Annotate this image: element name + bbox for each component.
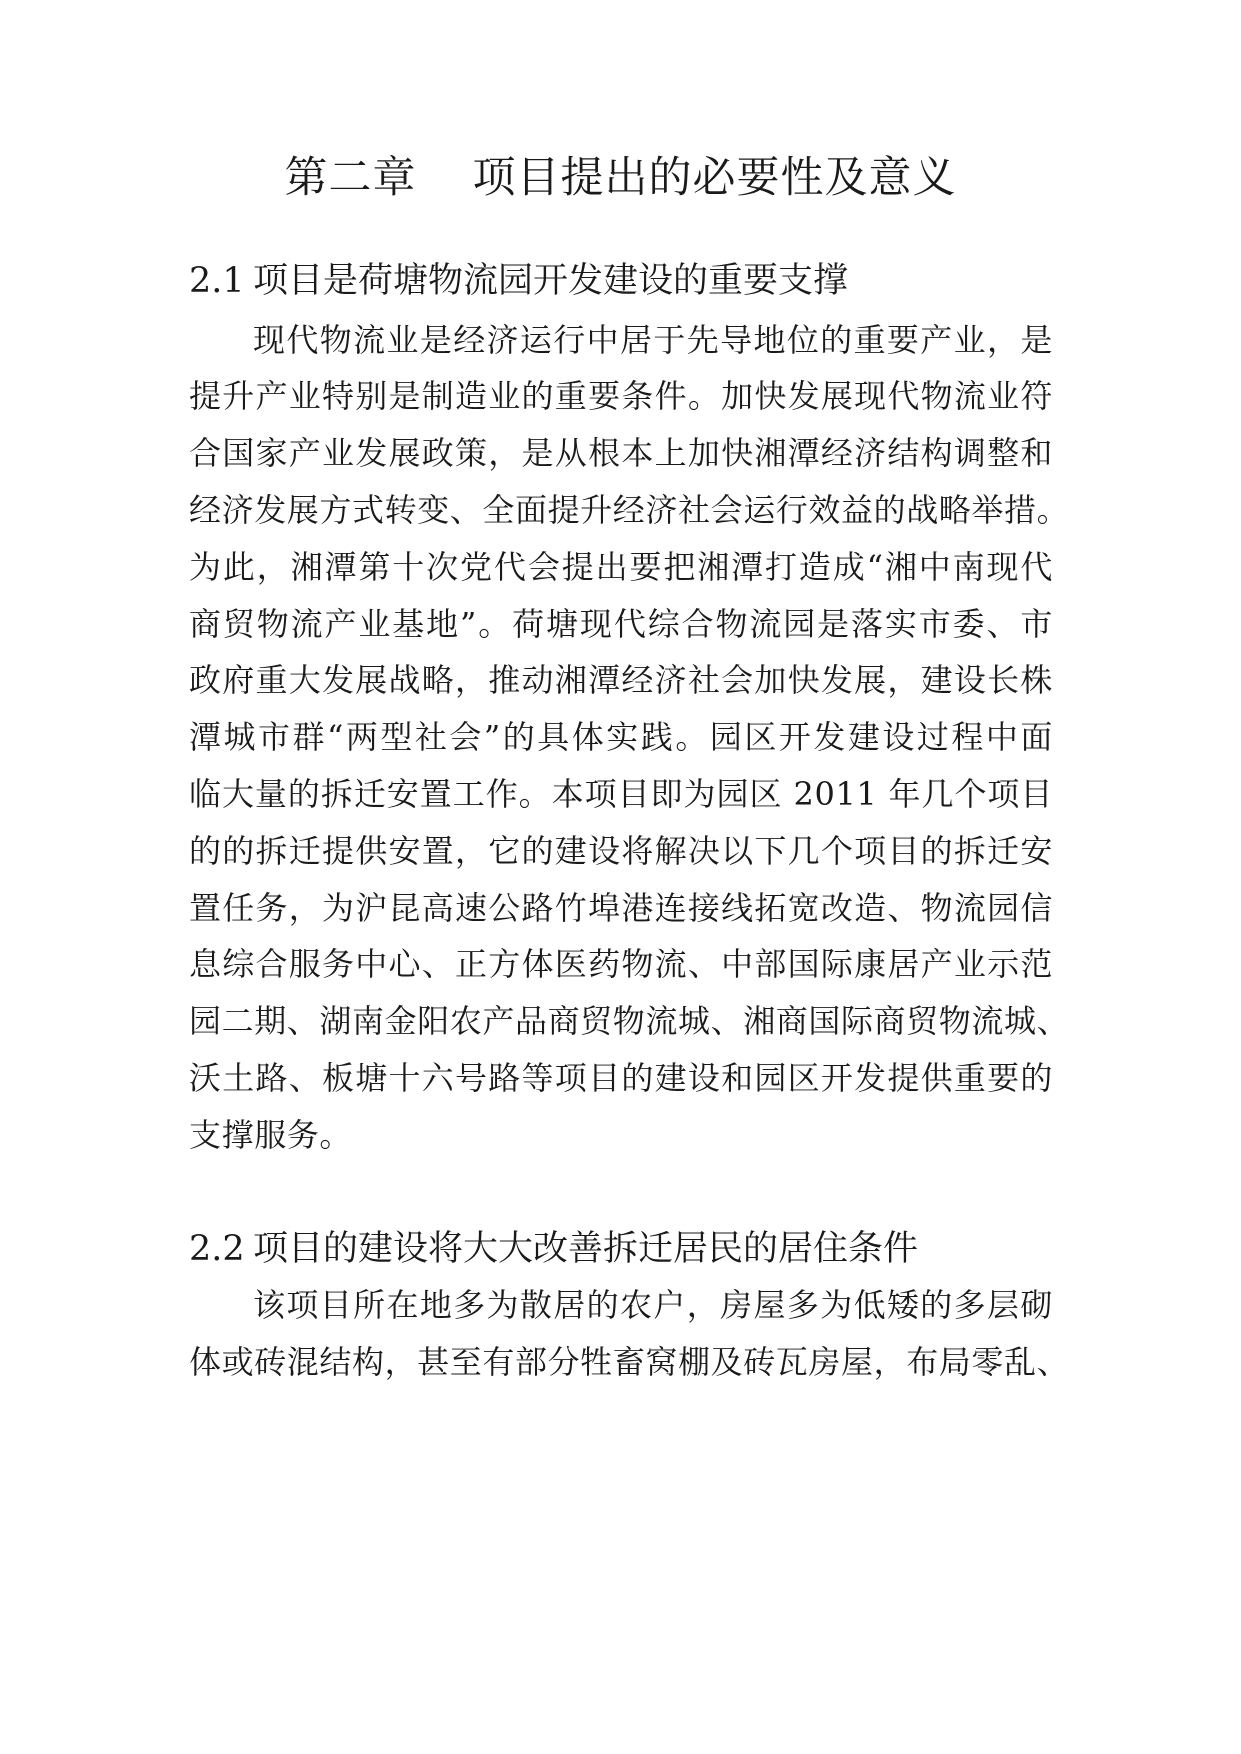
paragraph-line: 支撑服务。: [189, 1116, 353, 1154]
paragraph-line: 现代物流业是经济运行中居于先导地位的重要产业，是: [253, 321, 1053, 359]
paragraph-line: 临大量的拆迁安置工作。本项目即为园区 2011 年几个项目: [189, 775, 1053, 813]
paragraph-line: 政府重大发展战略，推动湘潭经济社会加快发展，建设长株: [189, 661, 1053, 699]
section-heading-text: 项目的建设将大大改善拆迁居民的居住条件: [253, 1229, 919, 1269]
section-heading-2-2: [189, 1224, 1089, 1274]
section-heading-2-1: [189, 256, 1089, 306]
paragraph-line: 体或砖混结构，甚至有部分牲畜窝棚及砖瓦房屋，布局零乱、: [189, 1343, 1070, 1381]
chapter-title-text: 项目提出的必要性及意义: [472, 153, 957, 203]
chapter-title: [0, 148, 1241, 208]
paragraph-line: 商贸物流产业基地”。荷塘现代综合物流园是落实市委、市: [189, 605, 1053, 643]
section-number: 2.1: [189, 261, 245, 301]
paragraph-line: 为此，湘潭第十次党代会提出要把湘潭打造成“湘中南现代: [189, 548, 1053, 586]
paragraph-line: 园二期、湖南金阳农产品商贸物流城、湘商国际商贸物流城、: [189, 1002, 1070, 1040]
chapter-number: 第二章: [284, 153, 417, 203]
paragraph-line: 提升产业特别是制造业的重要条件。加快发展现代物流业符: [189, 377, 1053, 415]
paragraph-line: 沃土路、板塘十六号路等项目的建设和园区开发提供重要的: [189, 1059, 1053, 1097]
paragraph-line: 置任务，为沪昆高速公路竹埠港连接线拓宽改造、物流园信: [189, 889, 1053, 927]
paragraph-line: 的的拆迁提供安置，它的建设将解决以下几个项目的拆迁安: [189, 832, 1053, 870]
paragraph-line: 该项目所在地多为散居的农户，房屋多为低矮的多层砌: [253, 1286, 1053, 1324]
paragraph-line: 潭城市群“两型社会”的具体实践。园区开发建设过程中面: [189, 718, 1053, 756]
paragraph-line: 息综合服务中心、正方体医药物流、中部国际康居产业示范: [189, 945, 1053, 983]
paragraph-line: 合国家产业发展政策，是从根本上加快湘潭经济结构调整和: [189, 434, 1053, 472]
paragraph-line: 经济发展方式转变、全面提升经济社会运行效益的战略举措。: [189, 491, 1070, 529]
section-heading-text: 项目是荷塘物流园开发建设的重要支撑: [253, 261, 849, 301]
section-number: 2.2: [189, 1229, 245, 1269]
